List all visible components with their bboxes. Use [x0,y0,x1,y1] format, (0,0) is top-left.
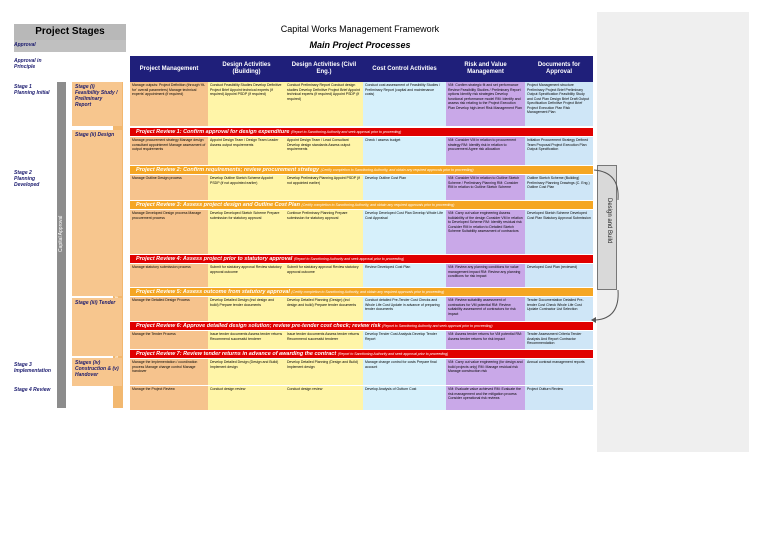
project-review-1 [130,128,593,136]
column-header-design-building: Design Activities (Building) [208,56,285,82]
r7-risk: VM: Assess tender returns for VM potential RM: Assess tender returns for risk impact [446,331,525,349]
review-2-label: Project Review 2: Confirm requirements; review procurement strategy [136,167,320,173]
r5-pm: Manage statutory submission process [130,264,208,287]
r1-risk: VM: Confirm strategic fit and set performance Review Feasibility Studies / Preliminary Report options Identify risk strategies Develop functional performance model RM: Identify and assess risk relating to the Project Execution Plan Develop high-level Risk Management Plan [446,82,525,126]
review-1-note: (Report to Sanctioning Authority and seek approval prior to proceeding) [290,130,402,134]
r4-pm: Manage Developed Design process Manage procurement process [130,210,208,254]
r4-cost: Develop Developed Cost Plan Develop Whole Life Cost Appraisal [363,210,446,254]
r4-civil: Continue Preliminary Planning Prepare submission for statutory approval [285,210,363,254]
review-4-label: Project Review 4: Assess project prior to statutory approval [136,256,293,262]
r9-pm: Manage the Project Review [130,386,208,410]
r1-docs: Project Management structure Preliminary Project Brief Preliminary Output Specification Feasibility Study and Cost Plan Design Brief Draft Output Specification Definitive Project Brief Project Execution Plan Risk Management Plan [525,82,593,126]
review-2-note: (Certify completion to Sanctioning Authority, and obtain any required approvals prior to proceeding) [320,168,474,172]
review-7-note: (Report to Sanctioning Authority and seek approval prior to proceeding) [337,352,449,356]
r1-civil: Conduct Preliminary Report Conduct design studies Develop Definitive Project Brief Appoint technical experts (if required) Appoint PSDP (if required) [285,82,363,126]
r3-docs: Outline Sketch Scheme (Building) Preliminary Planning Drawings (C. Eng.) Outline Cost Plan [525,175,593,200]
r7-civil: Issue tender documents Assess tender returns Recommend successful tenderer [285,331,363,349]
r5-docs: Developed Cost Plan (reviewed) [525,264,593,287]
r7-pm: Manage the Tender Process [130,331,208,349]
r6-cost: Conduct detailed Pre-Tender Cost Checks and Whole Life Cost Update in advance of preparing tender documents [363,297,446,321]
review-5-label: Project Review 5: Assess outcome from statutory approval [136,289,290,295]
review-3-note: (Certify completion to Sanctioning Authority, and obtain any required approvals prior to proceeding) [301,203,455,207]
page-subtitle: Main Project Processes [309,40,411,50]
r4-risk: VM: Carry out value engineering Assess buildability of the design Consider VM in relation to Developed Scheme RM: Identify residual risk Consider RM in relation to Detailed Sketch Scheme Suitability assessment of contractors [446,210,525,254]
column-header-cost-control: Cost Control Activities [363,56,446,82]
r7-building: Issue tender documents Assess tender returns Recommend successful tenderer [208,331,285,349]
review-4-note: (Report to Sanctioning Authority and seek approval prior to proceeding) [293,257,405,261]
r1-building: Conduct Feasibility Studies Develop Definitive Project Brief Appoint technical experts (if required) Appoint PSDP (if required) [208,82,285,126]
project-review-4 [130,255,593,263]
r9-risk: VM: Evaluate value achieved RM: Evaluate the risk management and the mitigation process Consider operational risk reviews [446,386,525,410]
r8-docs: Annual contract management reports [525,359,593,385]
arrow-head-icon [591,317,596,323]
r2-risk: VM: Consider VM in relation to procurement strategy RM: Identify risk in relation to procurement Agree risk allocation [446,137,525,165]
page-title: Capital Works Management Framework [280,24,440,34]
project-review-2 [130,166,593,174]
review-5-note: (Certify completion to Sanctioning Authority, and obtain any required approvals prior to proceeding) [291,290,445,294]
column-header-design-civil: Design Activities (Civil Eng.) [285,56,363,82]
r1-cost: Conduct cost assessment of Feasibility Studies / Preliminary Report (capital and maintenance costs) [363,82,446,126]
r2-docs: Initiation Procurement Strategy Defined Team Proposal Project Execution Plan Output Specification [525,137,593,165]
r9-civil: Conduct design review [285,386,363,410]
project-review-6 [130,322,593,330]
review-1-label: Project Review 1: Confirm approval for design expenditure [136,129,290,135]
capital-approval-bar [57,82,66,408]
r8-pm: Manage the Implementation / coordination process Manage change control Manage handover [130,359,208,385]
r4-building: Develop Developed Sketch Scheme Prepare submission for statutory approval [208,210,285,254]
r2-civil: Appoint Design Team / Lead Consultant Develop design standards Assess output requirements [285,137,363,165]
r3-cost: Develop Outline Cost Plan [363,175,446,200]
r9-cost: Develop Analysis of Outturn Cost [363,386,446,410]
stage-4: Stage 4 Review [14,387,51,393]
r5-building: Submit for statutory approval Review statutory approval outcome [208,264,285,287]
r7-docs: Tender Assessment Criteria Tender Analysis And Report Contractor Recommendation [525,331,593,349]
r3-risk: VM: Consider VM in relation to Outline Sketch Scheme / Preliminary Planning RM: Consider RM in relation to Outline Sketch Scheme [446,175,525,200]
project-review-7 [130,350,593,358]
sub-stage-ii: Stage (ii) Design [72,130,122,296]
sub-stage-iv: Stages (iv) Construction & (v) Handover [72,358,122,386]
stage-2: Stage 2 Planning Developed [14,170,40,188]
r7-cost: Develop Tender Cost Analysis Develop Tender Report [363,331,446,349]
r8-cost: Manage change control for costs Prepare final account [363,359,446,385]
r5-cost: Review Developed Cost Plan [363,264,446,287]
r9-building: Conduct design review [208,386,285,410]
r6-docs: Tender Documentation Detailed Pre-tender Cost Check Whole Life Cost Update Contractor List Selection [525,297,593,321]
arrow-top-connector [594,170,618,200]
design-build-arrows [590,160,630,330]
r5-risk: VM: Review any planning conditions for value management impact RM: Review any planning conditions for risk impact [446,264,525,287]
stage-3: Stage 3 Implementation [14,362,51,374]
column-header-documents: Documents for Approval [525,56,593,82]
r3-building: Develop Outline Sketch Scheme Appoint PSDP (if not appointed earlier) [208,175,285,200]
review-6-note: (Report to Sanctioning Authority and seek approval prior to proceeding) [382,324,493,328]
r1-pm: Manage outputs: Project Definition (through ‘fit-for’ overall parameters) Manage technical experts’ appointment (if required) [130,82,208,126]
arrow-bottom-connector [596,290,618,320]
review-3-label: Project Review 3: Assess project design and Outline Cost Plan [136,202,300,208]
capital-approval-label: Capital Approval [58,215,64,252]
r6-civil: Develop Detailed Planning (Design) (incl design and build) Prepare tender documents [285,297,363,321]
sub-stage-iii: Stage (iii) Tender [72,298,122,356]
r2-building: Appoint Design Team / Design Team Leader Assess output requirements [208,137,285,165]
r6-risk: VM: Review suitability assessment of contractors for VM potential RM: Review suitability assessment of contractors for risk impact [446,297,525,321]
sub-stage-i: Stage (i) Feasibility Study / Preliminary Report [72,82,122,126]
stage-approval-in-principle: Approval in Principle [14,58,42,70]
review-7-label: Project Review 7: Review tender returns in advance of awarding the contract [136,351,337,357]
r8-civil: Develop Detailed Planning (Design and Build) Implement design [285,359,363,385]
r4-docs: Developed Sketch Scheme Developed Cost Plan Statutory Approval Submission [525,210,593,254]
project-review-5 [130,288,593,296]
stage-1: Stage 1 Planning Initial [14,84,50,96]
r8-building: Develop Detailed Design (Design and Build) Implement design [208,359,285,385]
r2-pm: Manage procurement strategy Manage design consultant appointment Manage assessment of output requirements [130,137,208,165]
project-review-3 [130,201,593,209]
r3-civil: Develop Preliminary Planning Appoint PSDP (if not appointed earlier) [285,175,363,200]
design-and-build-label: Design and Build [606,198,612,244]
r3-pm: Manage Outline Design process [130,175,208,200]
r8-risk: VM: Carry out value engineering (for design and build projects only) RM: Manage residual risk Manage construction risk [446,359,525,385]
project-stages-title: Project Stages [14,24,126,40]
column-header-risk-value: Risk and Value Management [446,56,525,82]
r5-civil: Submit for statutory approval Review statutory approval outcome [285,264,363,287]
column-header-project-management: Project Management [130,56,208,82]
r6-building: Develop Detailed Design (incl design and build) Prepare tender documents [208,297,285,321]
review-6-label: Project Review 6: Approve detailed design solution; review pre-tender cost check; review risk [136,323,381,329]
r2-cost: Check / assess budget [363,137,446,165]
r6-pm: Manage the Detailed Design Process [130,297,208,321]
stage-approval: Approval [14,42,36,48]
r9-docs: Project Outturn Review [525,386,593,410]
